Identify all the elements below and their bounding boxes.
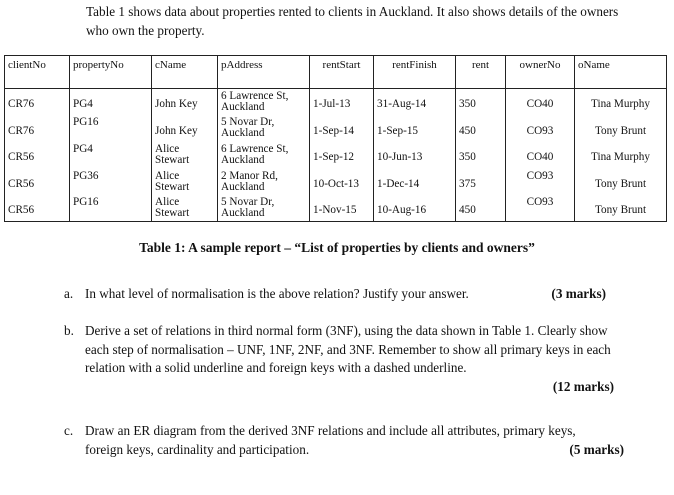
header-propertyNo: propertyNo [70,56,152,89]
header-ownerNo: ownerNo [506,56,575,89]
table-cell: Alice [155,170,180,182]
table-cell: 6 Lawrence St, [221,143,289,155]
table-cell: John Key [155,98,198,110]
table-cell: 10-Jun-13 [377,151,423,163]
table-cell: 450 [459,125,476,137]
table-cell: Tony Brunt [594,204,647,216]
table-cell: PG16 [73,116,99,128]
table-cell: Alice [155,196,180,208]
question-label: a. [64,286,74,301]
table-cell: 1-Dec-14 [377,178,420,190]
table-header-row [5,56,667,89]
question-text: In what level of normalisation is the above relation? Justify your answer. [85,286,469,301]
table-cell: CO40 [526,98,554,110]
table-cell: 1-Sep-12 [313,151,355,163]
header-cName: cName [152,56,218,89]
table-body-row [5,89,667,222]
intro-paragraph: Table 1 shows data about properties rented to clients in Auckland. It also shows details of the owners who own the property. [86,4,619,38]
table-cell: 2 Manor Rd, [221,170,278,182]
table-cell: Auckland [221,127,265,139]
table-cell: PG16 [73,196,99,208]
properties-report-table [4,55,667,222]
table-cell: 5 Novar Dr, [221,116,275,128]
header-rent: rent [456,56,506,89]
table-cell: 5 Novar Dr, [221,196,275,208]
table-cell: Tina Murphy [591,151,650,163]
table-caption: Table 1: A sample report – “List of properties by clients and owners” [139,240,535,255]
question-marks: (5 marks) [569,441,624,457]
question-text: Derive a set of relations in third normal form (3NF), using the data shown in Table 1. Clearly show each step of normalisation – UNF, 1NF, 2NF, and 3NF. Remember to show all primary keys in each relation with a solid underline and foreign keys with a dashed underline. [85,323,611,375]
question-marks: (3 marks) [551,286,606,301]
table-cell: Tina Murphy [591,98,650,110]
table-cell: PG4 [73,143,93,155]
table-cell: Auckland [221,207,265,219]
table-cell: 10-Aug-16 [377,204,427,216]
question-label: c. [64,423,74,438]
table-cell: Stewart [155,154,190,166]
rentFinish-column [374,89,456,222]
table-cell: CO93 [526,196,554,208]
rentStart-column [310,89,374,222]
header-rentFinish: rentFinish [374,56,456,89]
question-c [64,422,624,459]
header-pAddress: pAddress [218,56,310,89]
table-cell: Tony Brunt [594,125,647,137]
table-cell: Alice [155,143,180,155]
clientNo-column [5,89,70,222]
table-cell: CR76 [8,98,35,110]
ownerNo-column [506,89,575,222]
table-cell: CR56 [8,151,35,163]
table-cell: 10-Oct-13 [313,178,359,190]
table-cell: 450 [459,204,476,216]
table-cell: Tony Brunt [594,178,647,190]
pAddress-column [218,89,310,222]
table-cell: Stewart [155,207,190,219]
table-cell: CO93 [526,125,554,137]
propertyNo-column [70,89,152,222]
header-rentStart: rentStart [310,56,374,89]
question-a [64,285,618,304]
question-marks: (12 marks) [552,378,614,394]
table-cell: Auckland [221,154,265,166]
table-cell: Stewart [155,181,190,193]
question-b [64,322,618,396]
table-cell: CR56 [8,178,35,190]
question-label: b. [64,323,74,338]
table-cell: CO93 [526,170,554,182]
table-cell: 1-Nov-15 [313,204,357,216]
table-cell: CO40 [526,151,554,163]
table-cell: John Key [155,125,198,137]
table-cell: 1-Sep-15 [377,125,419,137]
header-clientNo: clientNo [5,56,70,89]
table-cell: Auckland [221,101,265,113]
table-cell: 1-Sep-14 [313,125,355,137]
question-text: Draw an ER diagram from the derived 3NF relations and include all attributes, primary keys, foreign keys, cardinality and participation. [85,423,576,457]
header-oName: oName [575,56,667,89]
table-cell: 6 Lawrence St, [221,90,289,102]
table-cell: Auckland [221,181,265,193]
table-cell: PG4 [73,98,93,110]
table-cell: 375 [459,178,476,190]
table-cell: PG36 [73,170,99,182]
table-cell: 31-Aug-14 [377,98,427,110]
rent-column [456,89,506,222]
table-cell: CR56 [8,204,35,216]
cName-column [152,89,218,222]
table-cell: CR76 [8,125,35,137]
table-cell: 1-Jul-13 [313,98,351,110]
table-cell: 350 [459,151,476,163]
oName-column [575,89,667,222]
table-cell: 350 [459,98,476,110]
